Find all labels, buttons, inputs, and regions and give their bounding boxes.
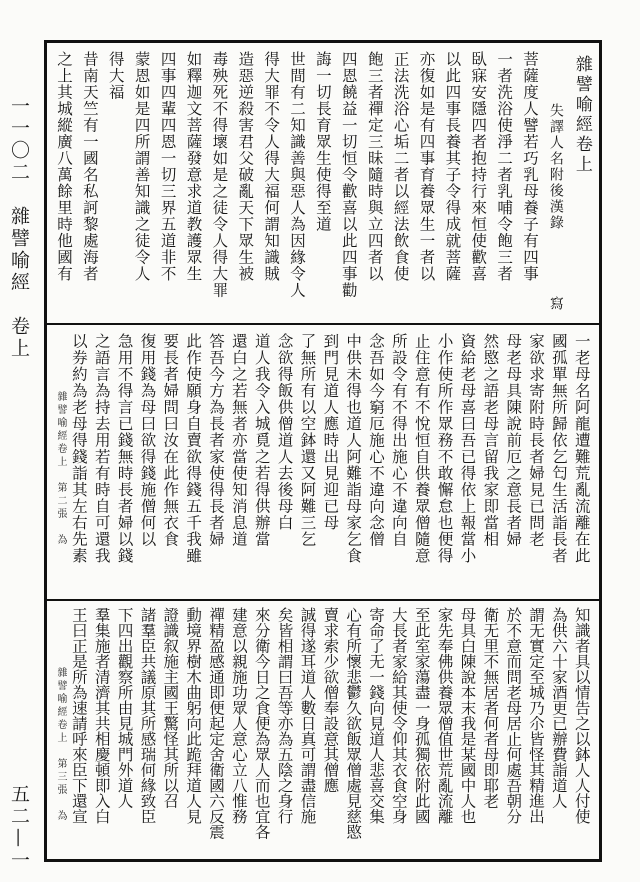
text-column: 一老母名阿龍遭難荒亂流離在此 bbox=[572, 333, 591, 564]
margin-volume-title: 一一〇二 雜譬喻經 卷上 bbox=[8, 96, 30, 360]
text-column: 飽三者禪定三昧隨時與立四者以 bbox=[365, 51, 384, 282]
text-column: 止住意有不悅恒自供養眾僧隨意 bbox=[412, 333, 431, 564]
text-column: 急用不得言已錢無時長者婦以錢 bbox=[115, 333, 134, 564]
translator-line bbox=[545, 43, 567, 323]
text-column: 毒殃死不得壞如是之徒令人得大罪 bbox=[210, 51, 229, 299]
text-column: 大長者家給其使令仰其衣食空身 bbox=[389, 607, 408, 824]
text-column: 母具白陳說本末我是某國中人也 bbox=[458, 607, 477, 824]
text-column: 以券約為老母得錢詣其左右先素 bbox=[69, 333, 88, 564]
text-column: 了無所有以空鉢還又阿難三乞 bbox=[298, 333, 317, 548]
margin-page-number: 五二—一 bbox=[8, 784, 30, 872]
text-column: 資給老母喜曰吾已得依上報當小 bbox=[458, 333, 477, 564]
text-column: 造惡逆殺害君父破亂天下眾生被 bbox=[236, 51, 255, 282]
text-column: 昔南天竺有一國名私訶黎處海者 bbox=[80, 51, 99, 282]
text-column: 要長者婦問曰汝在此作無衣食 bbox=[161, 333, 180, 548]
text-column: 諸羣臣共議原其所感瑞何緣致臣 bbox=[138, 607, 157, 824]
text-column: 正法洗浴心垢二者以經法飲食使 bbox=[391, 51, 410, 282]
text-column: 之上其城縱廣八萬餘里時他國有 bbox=[55, 51, 73, 282]
text-column: 賣求索少欲僧奉設意其僧應 bbox=[321, 607, 340, 793]
text-column: 亦復如是有四事育養眾生一者以 bbox=[417, 51, 436, 282]
sheet-footer-label: 雜譬喻經卷上 第三張 為 bbox=[55, 667, 66, 823]
text-column: 世間有二知識善與惡人為因緣令人 bbox=[288, 51, 307, 299]
text-column: 念欲得飯供僧道人去後母白 bbox=[275, 333, 294, 531]
text-column: 答吾今方為長者家使得長者婦 bbox=[207, 333, 226, 548]
text-column: 道人我令入城覓之若得供辦當 bbox=[252, 333, 271, 548]
sheet-footer-label: 雜譬喻經卷上 第二張 為 bbox=[55, 391, 66, 547]
text-column: 念吾如今窮厄施心不違向念僧 bbox=[367, 333, 386, 548]
text-column: 為供六十家酒更已辦費詣道人 bbox=[549, 607, 568, 809]
text-column: 四恩饒益一切恒令歡喜以此四事勸 bbox=[339, 51, 358, 299]
text-column: 謂无實定至城乃尒皆怪其精進出 bbox=[527, 607, 546, 824]
scribe-mark: 寫 bbox=[547, 296, 564, 311]
text-column: 菩薩度人譬若巧乳母養子有四事 bbox=[521, 51, 540, 282]
text-column: 心有所懷悲鬱久欲飯眾僧處見慈愍 bbox=[344, 607, 363, 840]
text-column: 於不意而問老母居止何處吾朝分 bbox=[504, 607, 523, 824]
text-column: 矣皆相謂曰吾等亦為五陰之身行 bbox=[275, 607, 294, 824]
text-column: 下四出觀察所由見城門外道人 bbox=[115, 607, 134, 809]
text-column: 寄命了无一錢向見道人悲喜交集 bbox=[367, 607, 386, 824]
text-column: 誠得遂耳道人數日真可謂盡信施 bbox=[298, 607, 317, 824]
text-column: 小作使所作眾務不敢懈怠也便得 bbox=[435, 333, 454, 564]
text-column: 到門見道人應時出見迎已母 bbox=[321, 333, 340, 531]
translator-attribution: 失譯人名附後漢錄 bbox=[547, 103, 564, 231]
text-column: 然愍之語老母言留我家即當相 bbox=[481, 333, 500, 548]
text-column: 臥寐安隱四者抱持行來恒使歡喜 bbox=[469, 51, 488, 282]
text-column: 家欲求寄附時長者婦見已問老 bbox=[527, 333, 546, 548]
text-column: 家先奉佛供養眾僧值世荒亂流離 bbox=[435, 607, 454, 824]
text-column: 誨一切長育眾生使得至道 bbox=[313, 51, 332, 233]
text-column: 之語言為持去用若有時自可還我 bbox=[92, 333, 111, 564]
text-column: 得大福 bbox=[106, 51, 125, 101]
text-column: 禪精盈感通即便起定舍衛國六反震 bbox=[207, 607, 226, 840]
text-column: 建意以親施功眾人意心立八惟務 bbox=[229, 607, 248, 824]
text-column: 知識者具以情告之以鉢人人付使 bbox=[572, 607, 591, 824]
text-column: 復用錢為母曰欲得錢施僧何以 bbox=[138, 333, 157, 548]
text-column: 中供未得也道人阿難詣母家乞食 bbox=[344, 333, 363, 564]
text-column: 羣集施者清濟其共相慶頓即入白 bbox=[92, 607, 111, 824]
page-frame bbox=[44, 40, 602, 862]
text-column: 至此室家蕩盡一身孤獨依附此國 bbox=[412, 607, 431, 824]
text-column: 來分衛今日之食便為眾人而也宜各 bbox=[252, 607, 271, 840]
text-column: 如釋迦文菩薩發意求道教護眾生 bbox=[184, 51, 203, 282]
text-column: 證識叙施主國王驚怪其所以召 bbox=[161, 607, 180, 809]
text-panel-bottom bbox=[53, 601, 593, 859]
text-column: 衛无里不無居者何者母即耶老 bbox=[481, 607, 500, 809]
text-panel-middle bbox=[53, 325, 593, 599]
text-column: 還白之若無者亦當使知消息道 bbox=[229, 333, 248, 548]
text-column: 得大罪不令人得大福何謂知識賊 bbox=[262, 51, 281, 282]
text-column: 王曰正是所為速請呼來臣下還宣 bbox=[69, 607, 88, 824]
text-panel-top bbox=[53, 43, 593, 323]
text-column: 動境界樹木曲躬向此跪拜道人見 bbox=[184, 607, 203, 824]
sutra-title: 雜譬喻經卷上 bbox=[571, 55, 592, 175]
text-column: 一者洗浴使淨二者乳哺令飽三者 bbox=[495, 51, 514, 282]
text-column: 國孤單無所歸依乞匄生活詣長者 bbox=[549, 333, 568, 564]
text-column: 此作使願身自賣欲得錢五千我雖 bbox=[184, 333, 203, 564]
text-column: 蒙恩如是四所謂善知識之徒令人 bbox=[132, 51, 151, 282]
text-column: 四事四輩四恩一切三界五道非不 bbox=[158, 51, 177, 282]
text-column: 所設令有不得出施心不違向自 bbox=[389, 333, 408, 548]
text-column: 以此四事長養其子令得成就菩薩 bbox=[443, 51, 462, 282]
text-column: 母老母具陳說前厄之意長者婦 bbox=[504, 333, 523, 548]
